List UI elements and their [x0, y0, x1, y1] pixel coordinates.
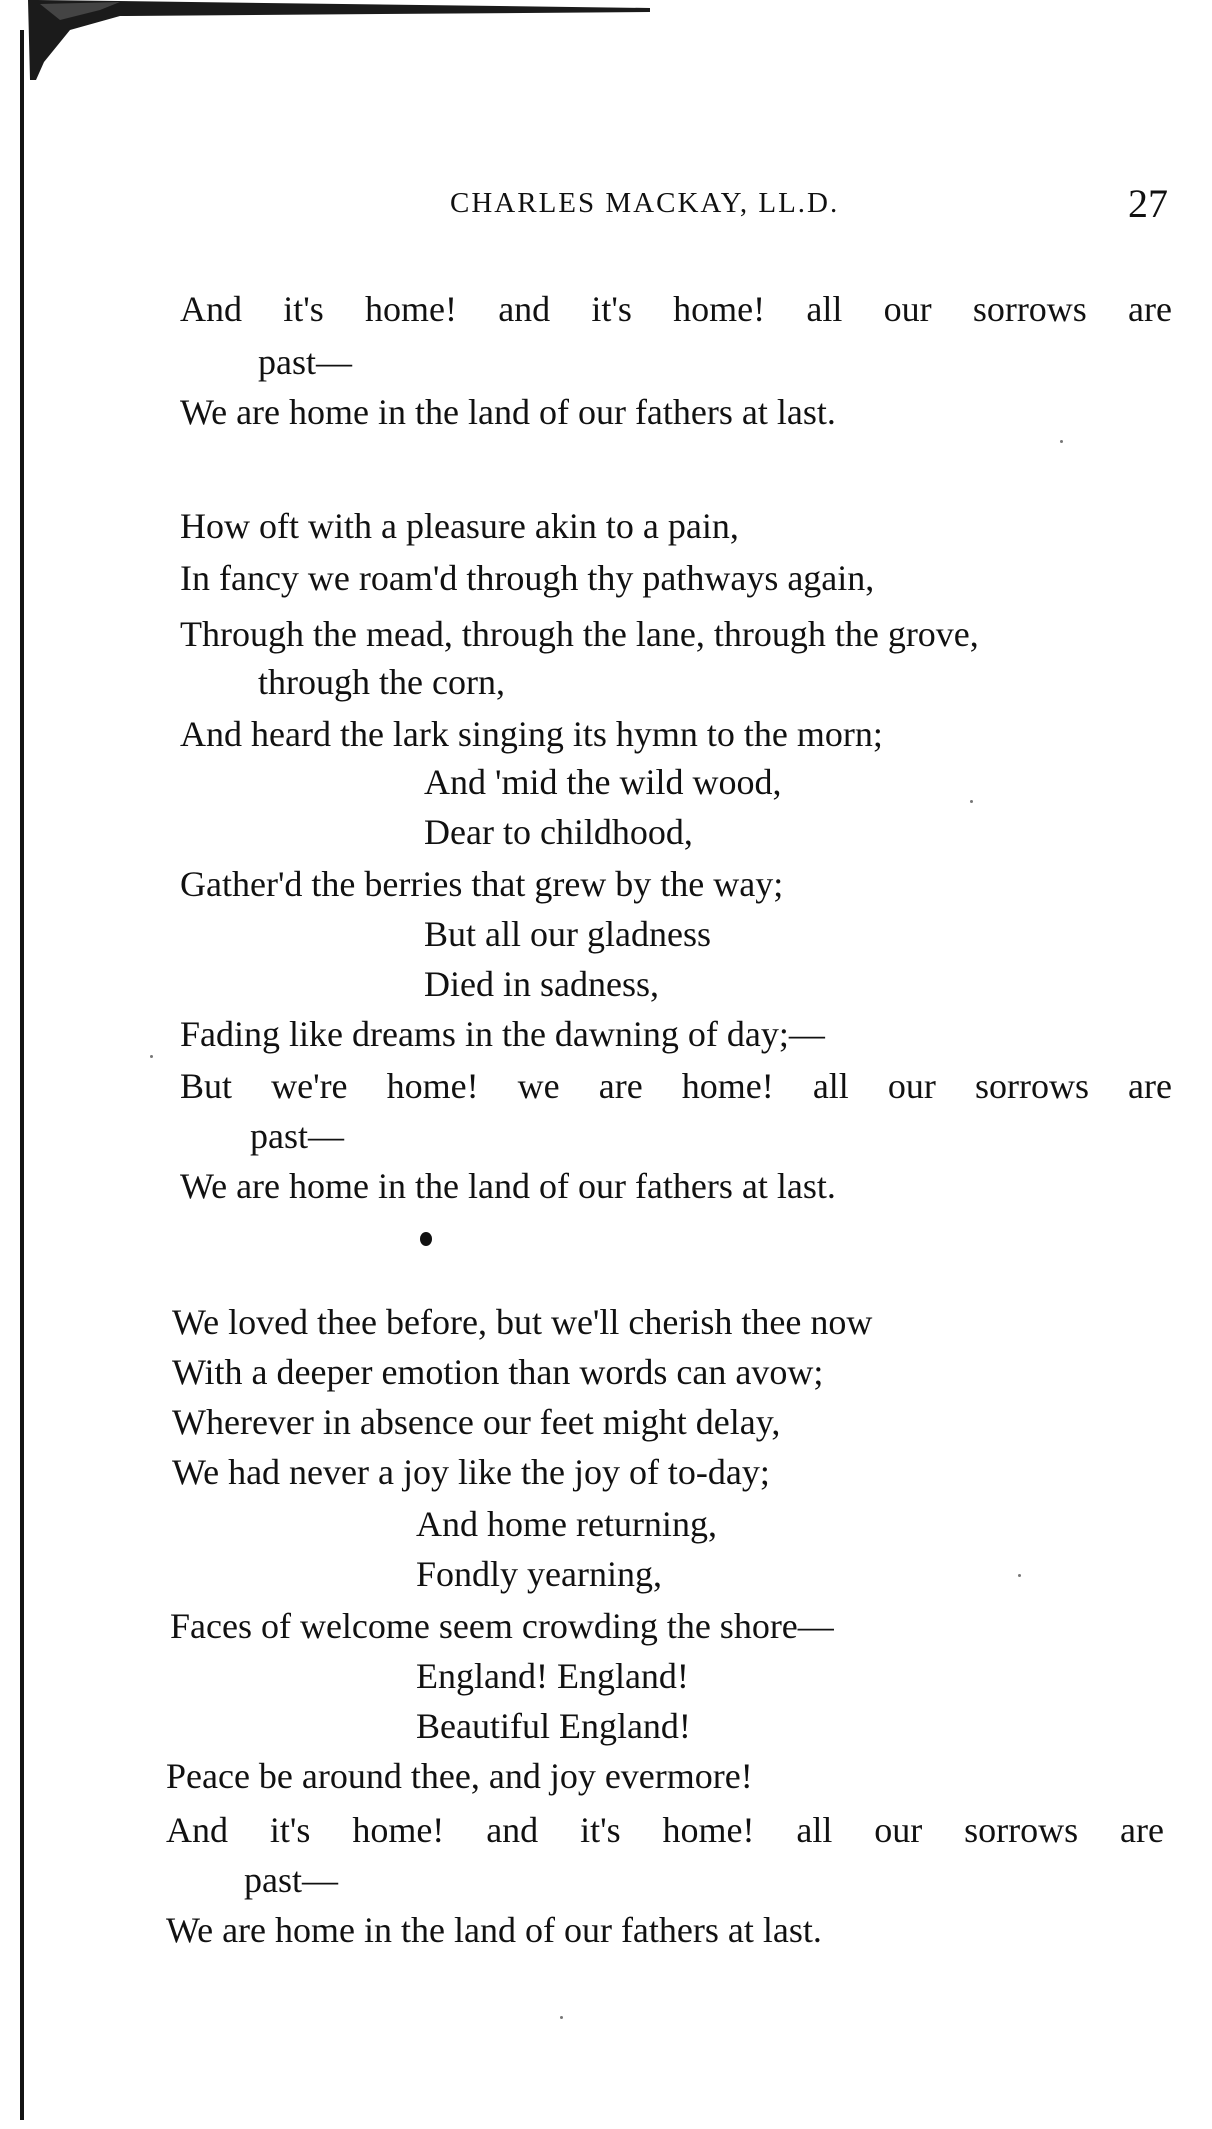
- verse-line: Fondly yearning,: [416, 1554, 662, 1594]
- verse-line: through the corn,: [258, 662, 505, 702]
- verse-line: Died in sadness,: [424, 964, 659, 1004]
- verse-line: We had never a joy like the joy of to-day;: [172, 1452, 770, 1492]
- verse-line: And it's home! and it's home! all our sorrows are: [180, 289, 1172, 329]
- page-number: 27: [1128, 181, 1168, 226]
- verse-line: Beautiful England!: [416, 1706, 691, 1746]
- verse-line: We are home in the land of our fathers at last.: [166, 1910, 822, 1950]
- verse-line: Wherever in absence our feet might delay,: [172, 1402, 781, 1442]
- stanza-divider-mark: [420, 1232, 432, 1246]
- paper-speck: [1060, 440, 1063, 443]
- verse-line: In fancy we roam'd through thy pathways again,: [180, 558, 875, 598]
- running-title: CHARLES MACKAY, LL.D.: [450, 187, 840, 219]
- paper-speck: [1018, 1574, 1021, 1577]
- verse-line: But we're home! we are home! all our sorrows are: [180, 1066, 1172, 1106]
- verse-line: past—: [250, 1116, 344, 1156]
- paper-speck: [970, 800, 973, 803]
- verse-line: With a deeper emotion than words can avow;: [172, 1352, 824, 1392]
- verse-line: Dear to childhood,: [424, 812, 693, 852]
- paper-speck: [560, 2016, 563, 2019]
- verse-line: We loved thee before, but we'll cherish thee now: [172, 1302, 873, 1342]
- verse-line: How oft with a pleasure akin to a pain,: [180, 506, 739, 546]
- verse-line: And 'mid the wild wood,: [424, 762, 782, 802]
- verse-line: Through the mead, through the lane, through the grove,: [180, 614, 979, 654]
- paper-speck: [150, 1055, 153, 1058]
- verse-line: Faces of welcome seem crowding the shore—: [170, 1606, 834, 1646]
- verse-line: And heard the lark singing its hymn to the morn;: [180, 714, 883, 754]
- verse-line: England! England!: [416, 1656, 689, 1696]
- verse-line: We are home in the land of our fathers at last.: [180, 1166, 836, 1206]
- verse-line: Gather'd the berries that grew by the way;: [180, 864, 784, 904]
- verse-line: past—: [244, 1860, 338, 1900]
- verse-line: And it's home! and it's home! all our sorrows are: [166, 1810, 1164, 1850]
- verse-line: past—: [258, 342, 352, 382]
- verse-line: And home returning,: [416, 1504, 717, 1544]
- verse-line: Fading like dreams in the dawning of day;—: [180, 1014, 825, 1054]
- verse-line: Peace be around thee, and joy evermore!: [166, 1756, 753, 1796]
- page-spine-shadow: [20, 30, 24, 2120]
- verse-line: But all our gladness: [424, 914, 711, 954]
- verse-line: We are home in the land of our fathers at last.: [180, 392, 836, 432]
- scan-smudge-graphic: [0, 0, 650, 80]
